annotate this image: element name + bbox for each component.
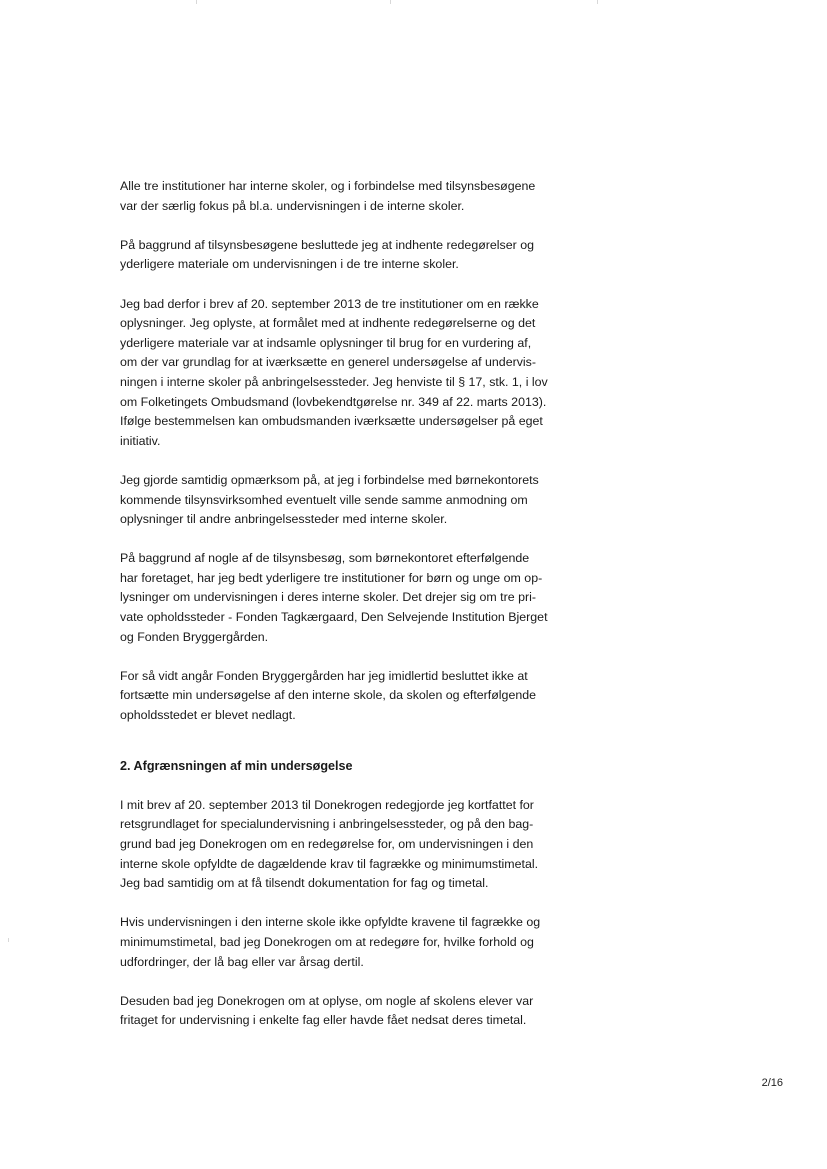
text-line: interne skole opfyldte de dagældende krav til fagrække og minimumstimetal.	[120, 856, 539, 871]
text-line: grund bad jeg Donekrogen om en redegørelse for, om undervisningen i den	[120, 837, 534, 851]
page-number: 2/16	[761, 1077, 783, 1089]
text-line: yderligere materiale om undervisningen i de tre interne skoler.	[120, 257, 459, 272]
scan-mark	[196, 0, 197, 4]
text-line: Jeg bad derfor i brev af 20. september 2013 de tre institutioner om en række	[120, 296, 539, 311]
document-body	[120, 177, 590, 1051]
text-line: Desuden bad jeg Donekrogen om at oplyse, om nogle af skolens elever var	[120, 993, 534, 1008]
paragraph	[120, 471, 590, 530]
text-line: fortsætte min undersøgelse af den interne skole, da skolen og efterfølgende	[120, 688, 537, 703]
scan-mark	[390, 0, 391, 4]
text-line: initiativ.	[120, 433, 161, 448]
text-line: Hvis undervisningen i den interne skole ikke opfyldte kravene til fagrække og	[120, 915, 541, 930]
text-line: udfordringer, der lå bag eller var årsag dertil.	[120, 954, 364, 969]
text-line: var der særlig fokus på bl.a. undervisningen i de interne skoler.	[120, 198, 465, 213]
scan-mark	[8, 938, 9, 942]
text-line: For så vidt angår Fonden Bryggergården har jeg imidlertid besluttet ikke at	[120, 668, 528, 683]
paragraph	[120, 177, 590, 216]
text-line: om der var grundlag for at iværksætte en generel undersøgelse af undervis-	[120, 355, 536, 370]
paragraph	[120, 796, 590, 894]
paragraph	[120, 549, 590, 647]
paragraph	[120, 295, 590, 452]
text-line: lysninger om undervisningen i deres interne skoler. Det drejer sig om tre pri-	[120, 590, 536, 605]
text-line: Ifølge bestemmelsen kan ombudsmanden iværksætte undersøgelser på eget	[120, 414, 543, 429]
text-line: Jeg bad samtidig om at få tilsendt dokumentation for fag og timetal.	[120, 876, 489, 891]
section-heading: 2. Afgrænsningen af min undersøgelse	[120, 758, 353, 773]
text-line: vate opholdssteder - Fonden Tagkærgaard, Den Selvejende Institution Bjerget	[120, 610, 548, 625]
text-line: har foretaget, har jeg bedt yderligere tre institutioner for børn og unge om op-	[120, 570, 543, 585]
text-line: På baggrund af nogle af de tilsynsbesøg, som børnekontoret efterfølgende	[120, 551, 530, 566]
text-line: og Fonden Bryggergården.	[120, 629, 269, 644]
text-line: fritaget for undervisning i enkelte fag eller havde fået nedsat deres timetal.	[120, 1013, 527, 1028]
text-line: opholdsstedet er blevet nedlagt.	[120, 708, 296, 723]
text-line: om Folketingets Ombudsmand (lovbekendtgørelse nr. 349 af 22. marts 2013).	[120, 394, 547, 409]
scan-mark	[597, 0, 598, 4]
text-line: Alle tre institutioner har interne skoler, og i forbindelse med tilsynsbesøgene	[120, 179, 536, 193]
text-line: På baggrund af tilsynsbesøgene besluttede jeg at indhente redegørelser og	[120, 237, 534, 252]
section-intro	[120, 177, 590, 726]
text-line: oplysninger til andre anbringelsessteder med interne skoler.	[120, 512, 448, 527]
paragraph	[120, 913, 590, 972]
text-line: ningen i interne skoler på anbringelsessteder. Jeg henviste til § 17, stk. 1, i lov	[120, 374, 548, 389]
paragraph	[120, 992, 590, 1031]
text-line: retsgrundlaget for specialundervisning i anbringelsessteder, og på den bag-	[120, 817, 534, 832]
text-line: Jeg gjorde samtidig opmærksom på, at jeg i forbindelse med børnekontorets	[120, 472, 539, 487]
paragraph	[120, 667, 590, 726]
text-line: yderligere materiale var at indsamle oplysninger til brug for en vurdering af,	[120, 335, 532, 350]
text-line: minimumstimetal, bad jeg Donekrogen om at redegøre for, hvilke forhold og	[120, 934, 534, 949]
text-line: kommende tilsynsvirksomhed eventuelt ville sende samme anmodning om	[120, 492, 528, 507]
text-line: oplysninger. Jeg oplyste, at formålet med at indhente redegørelserne og det	[120, 316, 536, 331]
text-line: I mit brev af 20. september 2013 til Donekrogen redegjorde jeg kortfattet for	[120, 797, 534, 812]
section-scope	[120, 796, 590, 1031]
paragraph	[120, 236, 590, 275]
